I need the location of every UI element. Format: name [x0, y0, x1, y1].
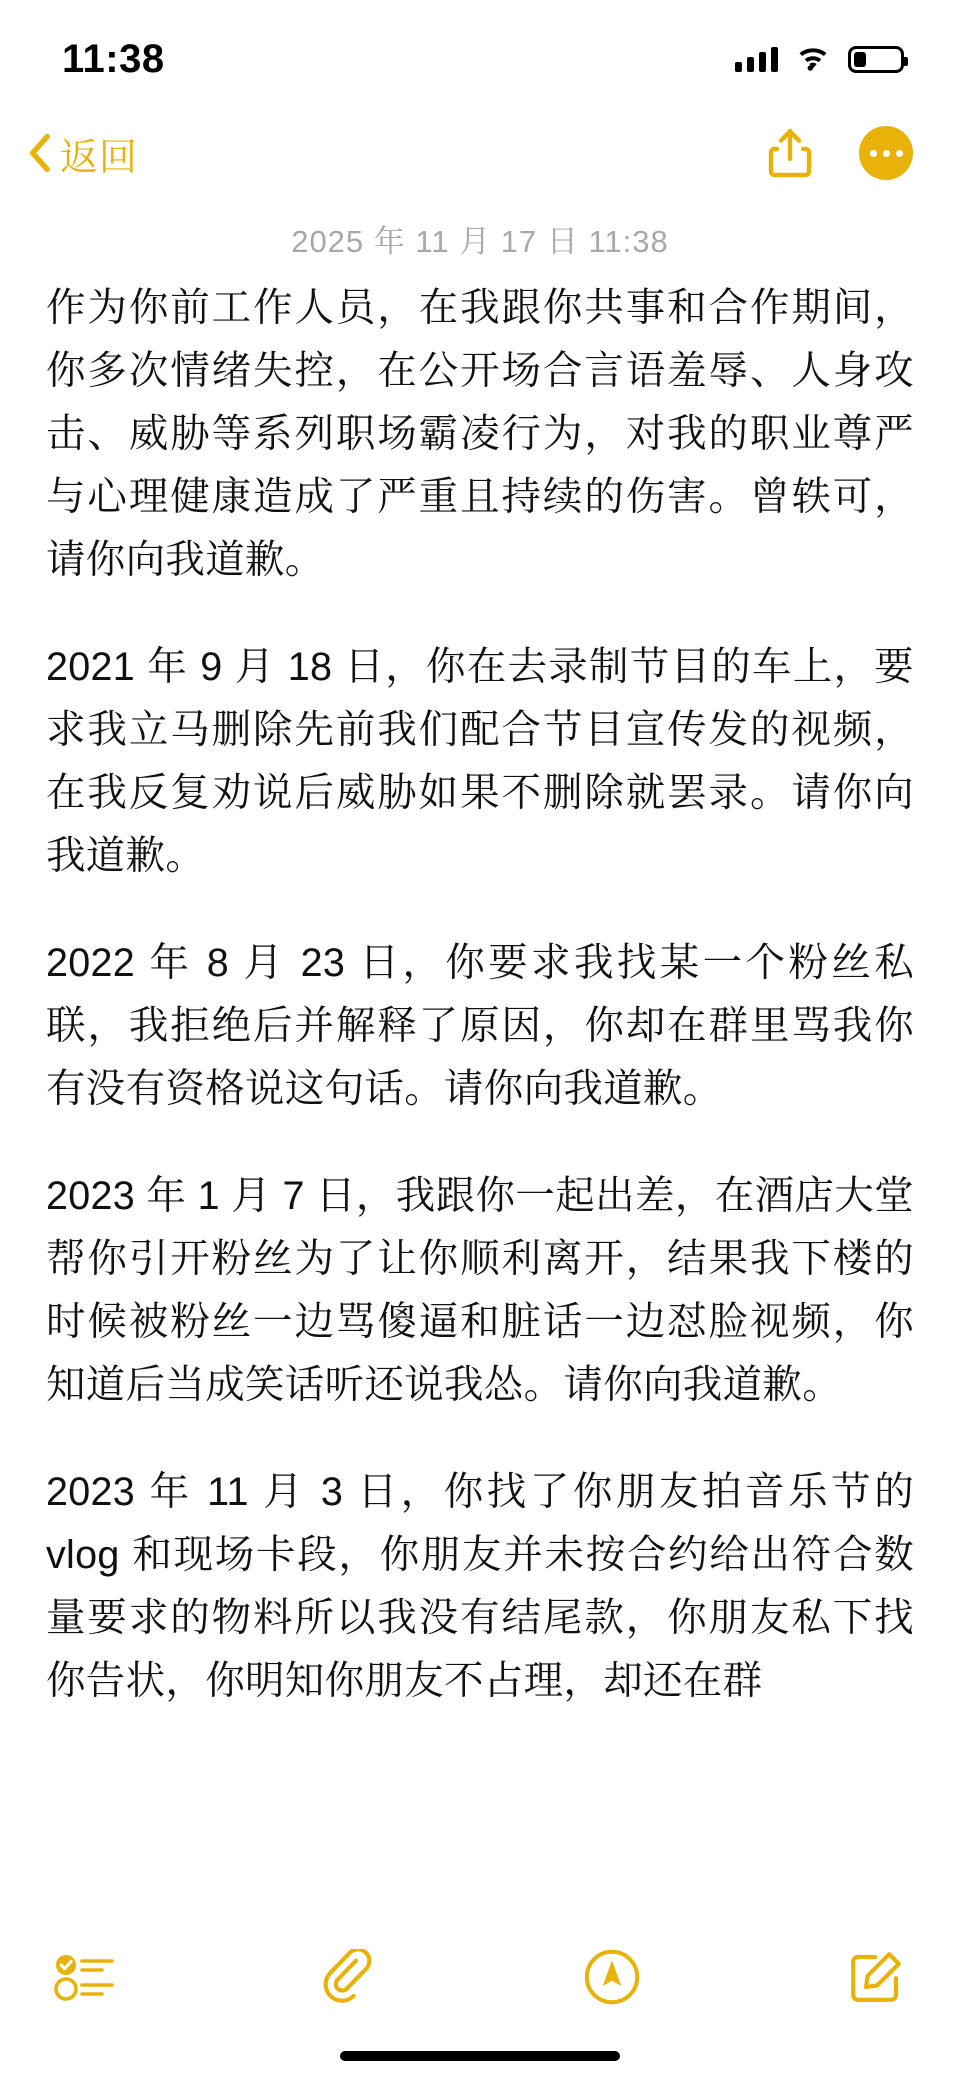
note-date: 2025 年 11 月 17 日 11:38: [291, 224, 669, 259]
checklist-button[interactable]: [52, 1945, 116, 2009]
nav-actions: [762, 125, 914, 181]
markup-button[interactable]: [580, 1945, 644, 2009]
checklist-icon: [54, 1953, 114, 2001]
chevron-left-icon: [26, 133, 52, 173]
home-indicator[interactable]: [340, 2051, 620, 2061]
share-icon: [768, 127, 812, 179]
compose-icon: [848, 1949, 904, 2005]
more-options-button[interactable]: [858, 125, 914, 181]
back-label: 返回: [60, 136, 139, 179]
more-options-icon: [859, 126, 913, 180]
note-paragraph: 作为你前工作人员，在我跟你共事和合作期间，你多次情绪失控，在公开场合言语羞辱、人身攻击、威胁等系列职场霸凌行为，对我的职业尊严与心理健康造成了严重且持续的伤害。曾轶可，请你向我道歉。: [46, 286, 914, 582]
note-toolbar: [0, 1923, 960, 2031]
attachment-button[interactable]: [316, 1945, 380, 2009]
status-bar: [0, 0, 960, 108]
back-button[interactable]: [26, 126, 138, 181]
note-paragraph: 2023 年 11 月 3 日，你找了你朋友拍音乐节的 vlog 和现场卡段，你朋友并未按合约给出符合数量要求的物料所以我没有结尾款，你朋友私下找你告状，你明知你朋友不占理，却还在群: [46, 1470, 914, 1703]
navigation-bar: [0, 108, 960, 198]
note-paragraph: 2022 年 8 月 23 日，你要求我找某一个粉丝私联，我拒绝后并解释了原因，你却在群里骂我你有没有资格说这句话。请你向我道歉。: [46, 941, 914, 1111]
paperclip-icon: [322, 1949, 374, 2005]
note-paragraph: 2021 年 9 月 18 日，你在去录制节目的车上，要求我立马删除先前我们配合节目宣传发的视频，在我反复劝说后威胁如果不删除就罢录。请你向我道歉。: [46, 645, 914, 878]
note-content-area[interactable]: [0, 198, 960, 1923]
wifi-icon: [796, 46, 830, 72]
note-body[interactable]: [46, 277, 914, 1713]
share-button[interactable]: [762, 125, 818, 181]
compose-button[interactable]: [844, 1945, 908, 2009]
status-indicators: [735, 36, 904, 73]
note-paragraph: 2023 年 1 月 7 日，我跟你一起出差，在酒店大堂帮你引开粉丝为了让你顺利离开，结果我下楼的时候被粉丝一边骂傻逼和脏话一边怼脸视频，你知道后当成笑话听还说我怂。请你向我道歉。: [46, 1174, 914, 1407]
home-indicator-area: [0, 2031, 960, 2081]
markup-pen-icon: [584, 1949, 640, 2005]
battery-icon: [848, 46, 904, 73]
status-time: 11:38: [62, 36, 165, 81]
cellular-signal-icon: [735, 46, 778, 72]
